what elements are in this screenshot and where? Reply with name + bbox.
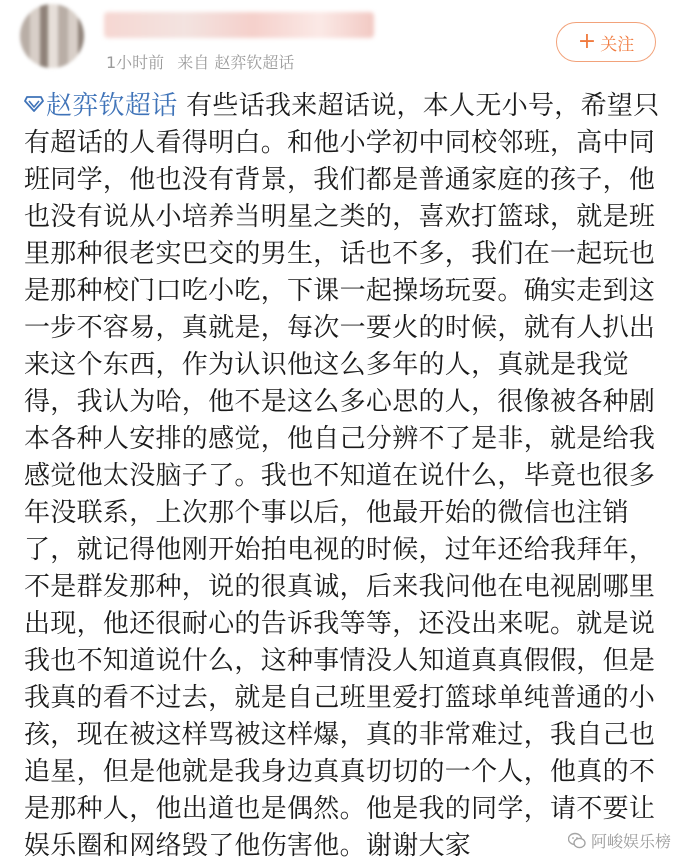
watermark [568, 829, 671, 852]
text-line: 本各种人安排的感觉，他自己分辨不了是非，就是给我 [24, 424, 656, 454]
text-line: 是那种人，他出道也是偶然。他是我的同学，请不要让 [24, 794, 656, 824]
text-line: 得，我认为哈，他不是这么多心思的人，很像被各种剧 [24, 387, 656, 417]
text-line: 追星，但是他就是我身边真真切切的一个人，他真的不 [24, 757, 656, 787]
text-line: 我真的看不过去，就是自己班里爱打篮球单纯普通的小 [24, 683, 656, 713]
text-line: 一步不容易，真就是，每次一要火的时候，就有人扒出 [24, 313, 656, 343]
topic-name: 赵弈钦超话 [46, 91, 178, 121]
text-line: 也没有说从小培养当明星之类的，喜欢打篮球，就是班 [24, 202, 656, 232]
text-line: 出现，他还很耐心的告诉我等等，还没出来呢。就是说 [24, 609, 656, 639]
text-line: 我也不知道说什么，这种事情没人知道真真假假，但是 [24, 646, 656, 676]
text-line: 了，就记得他刚开始拍电视的时候，过年还给我拜年， [24, 535, 656, 565]
text-line: 孩，现在被这样骂被这样爆，真的非常难过，我自己也 [24, 720, 656, 750]
watermark-text: 阿峻娱乐榜 [590, 832, 671, 851]
avatar[interactable] [20, 4, 84, 68]
post-source[interactable]: 来自 赵弈钦超话 [177, 53, 295, 72]
topic-link[interactable] [24, 91, 186, 121]
text-line: 里那种很老实巴交的男生，话也不多，我们在一起玩也 [24, 239, 656, 269]
follow-button[interactable] [556, 22, 656, 62]
username-blurred[interactable] [104, 12, 374, 38]
text-line: 班同学，他也没有背景，我们都是普通家庭的孩子，他 [24, 165, 656, 195]
text-line: 有超话的人看得明白。和他小学初中同校邻班，高中同 [24, 128, 656, 158]
follow-label: 关注 [600, 34, 635, 55]
text-line: 来这个东西，作为认识他这么多年的人，真就是我觉 [24, 350, 629, 380]
text-line: 不是群发那种，说的很真诚，后来我问他在电视剧哪里 [24, 572, 656, 602]
text-line: 年没联系，上次那个事以后，他最开始的微信也注销 [24, 498, 629, 528]
plus-icon: + [577, 29, 597, 54]
post-time: 1小时前 [106, 53, 165, 72]
post-meta [106, 50, 302, 73]
text-line [24, 88, 664, 125]
text-segment: 有些话我来超话说，本人无小号，希望只 [186, 91, 660, 121]
text-line: 是那种校门口吃小吃，下课一起操场玩耍。确实走到这 [24, 276, 656, 306]
super-topic-diamond-icon [24, 96, 44, 112]
text-line: 娱乐圈和网络毁了他伤害他。谢谢大家 [24, 831, 472, 861]
post-header [0, 0, 679, 90]
post-content [24, 88, 664, 865]
text-line: 感觉他太没脑子了。我也不知道在说什么，毕竟也很多 [24, 461, 656, 491]
wechat-logo-icon [568, 832, 586, 850]
